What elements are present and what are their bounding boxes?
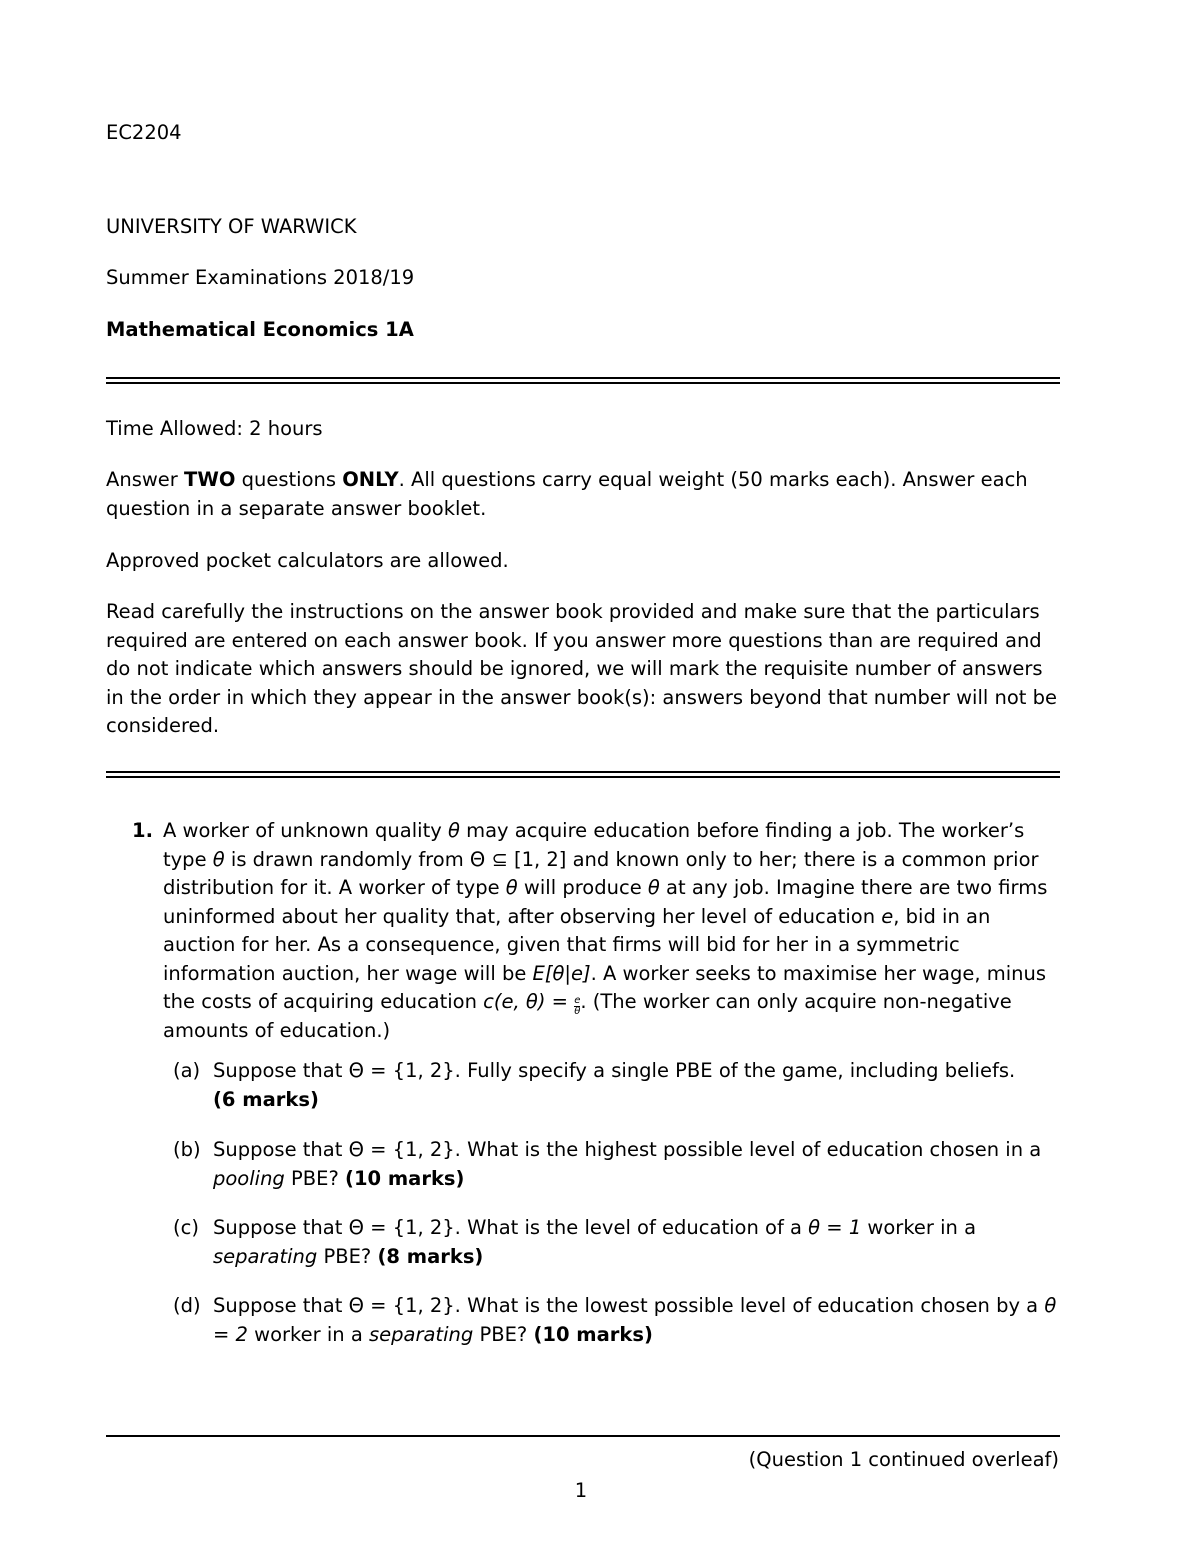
part-d [213,1292,1063,1349]
q-text-2: may acquire education before finding a job. The worker’s type [163,819,1025,871]
university-name: UNIVERSITY OF WARWICK [106,215,357,238]
expected-wage-formula: E[θ|e] [532,961,591,985]
answer-text-a: Answer [106,468,185,491]
part-d-emphasis: separating [368,1322,474,1346]
part-c-text-end: PBE? [317,1244,378,1268]
time-allowed: Time Allowed: 2 hours [106,417,323,440]
part-b-emphasis: pooling [213,1166,285,1190]
fraction-denominator: θ [574,1006,581,1017]
part-b-text-end: PBE? [284,1166,346,1190]
cost-function: c(e, θ) [483,990,546,1013]
answer-two: TWO [184,468,236,491]
divider-top-1 [106,377,1060,379]
q-text-5: at any job. Imagine there are two firms uninformed about her quality that, after observing her level of education [163,876,1048,928]
part-d-text-mid: worker in a [247,1322,369,1346]
question-number: 1. [132,819,153,842]
paper-title: Mathematical Economics 1A [106,318,414,341]
page-number: 1 [574,1479,588,1502]
q-text-7: . A worker seeks to maximise her wage, minus the costs of acquiring education [163,961,1047,1013]
part-d-text: Suppose that Θ = {1, 2}. What is the lowest possible level of education chosen by a [213,1294,1045,1317]
divider-mid-2 [106,776,1060,778]
question-body [163,817,1063,1046]
footer-divider [106,1435,1060,1437]
course-code: EC2204 [106,121,182,144]
part-c-emphasis: separating [213,1244,318,1268]
part-d-label: (d) [173,1294,201,1317]
answer-instructions [106,466,1066,523]
answer-only: ONLY [342,468,399,491]
fraction-numerator: e [574,995,581,1006]
part-c-marks: (8 marks) [377,1244,484,1268]
divider-mid-1 [106,771,1060,773]
part-c-text: Suppose that Θ = {1, 2}. What is the level of education of a [213,1216,809,1239]
continued-note: (Question 1 continued overleaf) [748,1448,1059,1471]
answer-text-c: . All questions carry equal weight (50 marks each). Answer each question in a separate answer booklet. [106,468,1028,520]
theta-symbol: θ [505,876,518,899]
part-c-math: θ = 1 [808,1216,862,1239]
part-d-math: θ = 2 [213,1294,1057,1346]
education-symbol: e [881,904,894,928]
q-text-6: , bid in an auction for her. As a consequence, given that firms will bid for her in a symmetric information auction, her wage will be [163,904,991,985]
part-c [213,1214,1063,1271]
theta-symbol: θ [447,819,460,842]
part-c-text-mid: worker in a [861,1216,977,1239]
answer-text-b: questions [235,468,343,491]
q-text-9: . (The worker can only acquire non-negative amounts of education.) [163,990,1012,1042]
part-b-label: (b) [173,1138,201,1161]
divider-top-2 [106,382,1060,384]
read-instructions: Read carefully the instructions on the answer book provided and make sure that the particulars required are entered on each answer book. If you answer more questions than are required and do not indicate which answers should be ignored, we will mark the requisite number of answers in the order in which they appear in the answer book(s): answers beyond that number will not be considered. [106,600,1058,737]
q-text-1: A worker of unknown quality [163,819,448,842]
part-a-text: Suppose that Θ = {1, 2}. Fully specify a single PBE of the game, including beliefs. [213,1059,1016,1082]
theta-symbol: θ [212,847,225,871]
part-c-label: (c) [173,1216,199,1239]
part-b [213,1136,1063,1193]
calculator-note: Approved pocket calculators are allowed. [106,549,509,572]
theta-symbol: θ [647,876,660,899]
part-b-text: Suppose that Θ = {1, 2}. What is the highest possible level of education chosen in a [213,1138,1042,1161]
part-a [213,1057,1063,1114]
q-text-4: will produce [517,876,648,899]
part-d-text-end: PBE? [473,1322,534,1346]
part-d-marks: (10 marks) [533,1322,653,1346]
exam-session: Summer Examinations 2018/19 [106,266,415,289]
part-b-marks: (10 marks) [345,1166,465,1190]
q-text-8: = [545,990,575,1013]
q-text-3: is drawn randomly from Θ ⊆ [1, 2] and known only to her; there is a common prior distribution for it. A worker of type [163,847,1039,899]
part-a-label: (a) [173,1059,201,1082]
part-a-marks: (6 marks) [213,1087,319,1111]
